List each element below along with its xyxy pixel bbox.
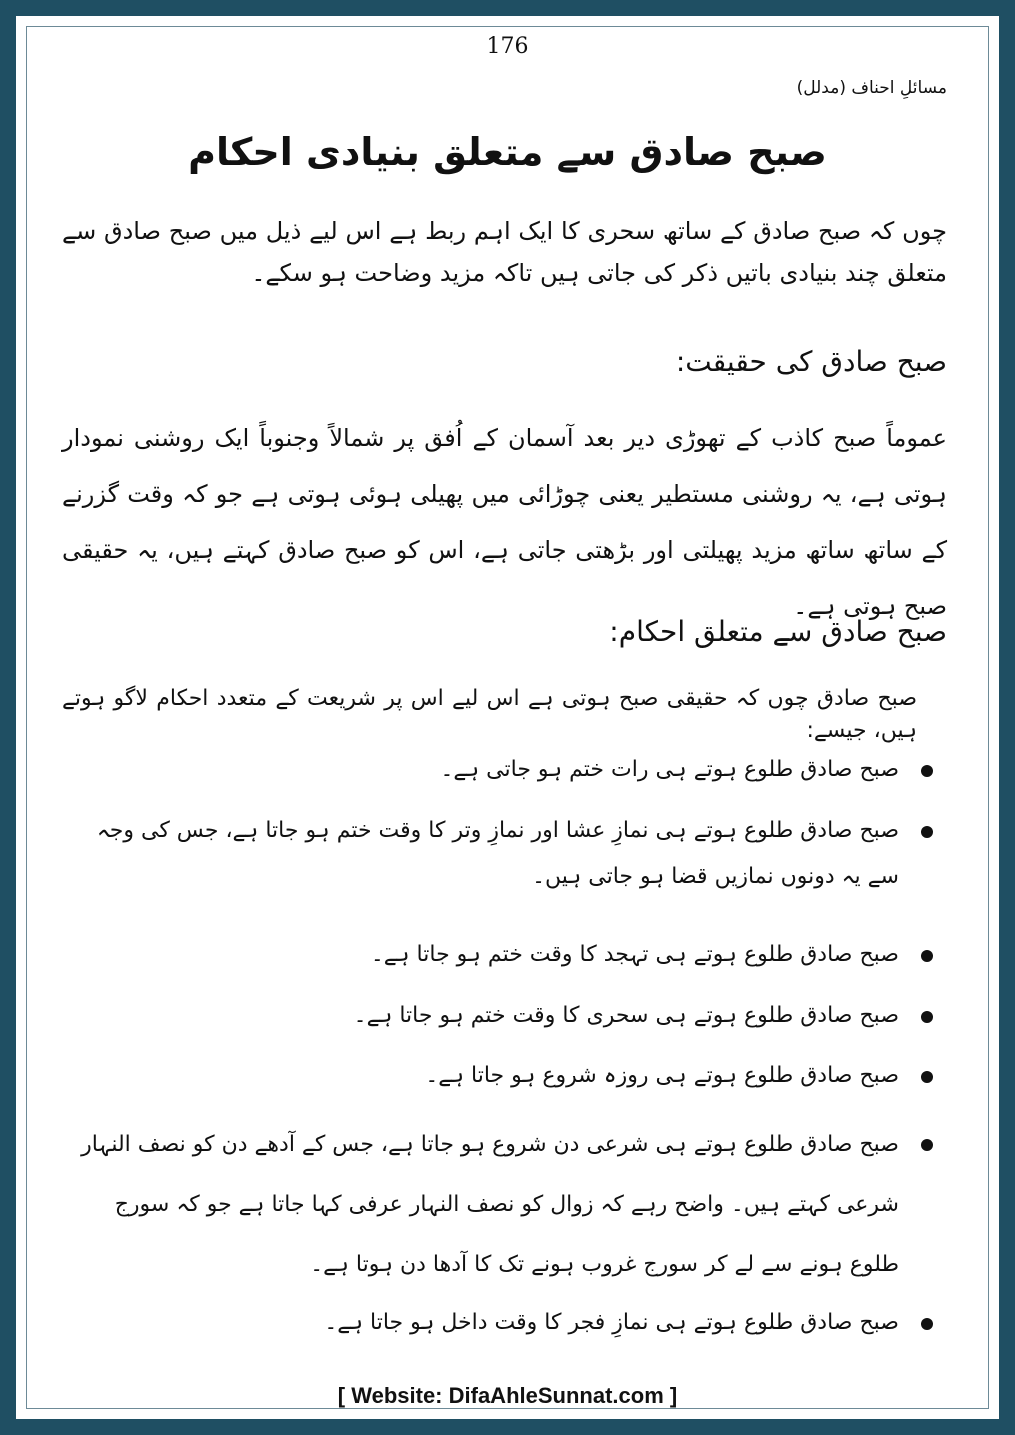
reality-paragraph: عموماً صبح کاذب کے تھوڑی دیر بعد آسمان کے اُفق پر شمالاً وجنوباً ایک روشنی نمودار ہوتی ہے، یہ روشنی مستطیر یعنی چوڑائی میں پھیلی ہوئی ہوتی ہے جو کہ وقت گزرنے کے ساتھ ساتھ مزید پھیلتی اور بڑھتی جاتی ہے، اس کو صبح صادق کہتے ہیں، یہ حقیقی صبح ہوتی ہے۔ [62,424,947,620]
bullet-icon [921,950,933,962]
bullet-icon [921,765,933,777]
list-item [62,747,947,793]
list-item [62,993,947,1039]
list-item [62,808,947,900]
bullet-icon [921,1139,933,1151]
rulings-intro: صبح صادق چوں کہ حقیقی صبح ہوتی ہے اس لیے اس پر شریعت کے متعدد احکام لاگو ہوتے ہیں، جیسے: [62,686,917,743]
bullet-icon [921,1071,933,1083]
list-item-text: صبح صادق طلوع ہوتے ہی شرعی دن شروع ہو جاتا ہے، جس کے آدھے دن کو نصف النہار شرعی کہتے ہیں۔ واضح رہے کہ زوال کو نصف النہار عرفی کہا جاتا ہے جو کہ سورج طلوع ہونے سے لے کر سورج غروب ہونے تک کا آدھا دن ہوتا ہے۔ [81,1132,899,1277]
list-item [62,1115,947,1295]
list-item [62,1053,947,1099]
bullet-icon [921,1011,933,1023]
intro-paragraph: چوں کہ صبح صادق کے ساتھ سحری کا ایک اہم ربط ہے اس لیے ذیل میں صبح صادق سے متعلق چند بنیادی باتیں ذکر کی جاتی ہیں تاکہ مزید وضاحت ہو سکے۔ [62,217,947,287]
list-item-text: صبح صادق طلوع ہوتے ہی نمازِ فجر کا وقت داخل ہو جاتا ہے۔ [324,1310,899,1335]
bullet-icon [921,1318,933,1330]
list-item-text: صبح صادق طلوع ہوتے ہی روزہ شروع ہو جاتا ہے۔ [425,1063,899,1088]
list-item-text: صبح صادق طلوع ہوتے ہی رات ختم ہو جاتی ہے۔ [440,757,899,782]
website-footer: [ Website: DifaAhleSunnat.com ] [337,1383,678,1408]
list-item [62,932,947,978]
bullet-icon [921,826,933,838]
running-head: مسائلِ احناف (مدلل) [796,78,947,98]
section-heading-reality: صبح صادق کی حقیقت: [675,345,947,378]
section-heading-rulings: صبح صادق سے متعلق احکام: [609,615,947,648]
list-item [62,1300,947,1346]
list-item-text: صبح صادق طلوع ہوتے ہی تہجد کا وقت ختم ہو جاتا ہے۔ [370,942,899,967]
page-title: صبح صادق سے متعلق بنیادی احکام [188,130,827,174]
list-item-text: صبح صادق طلوع ہوتے ہی نمازِ عشا اور نمازِ وتر کا وقت ختم ہو جاتا ہے، جس کی وجہ سے یہ دونوں نمازیں قضا ہو جاتی ہیں۔ [96,818,899,889]
list-item-text: صبح صادق طلوع ہوتے ہی سحری کا وقت ختم ہو جاتا ہے۔ [353,1003,899,1028]
page-number: 176 [486,34,529,59]
